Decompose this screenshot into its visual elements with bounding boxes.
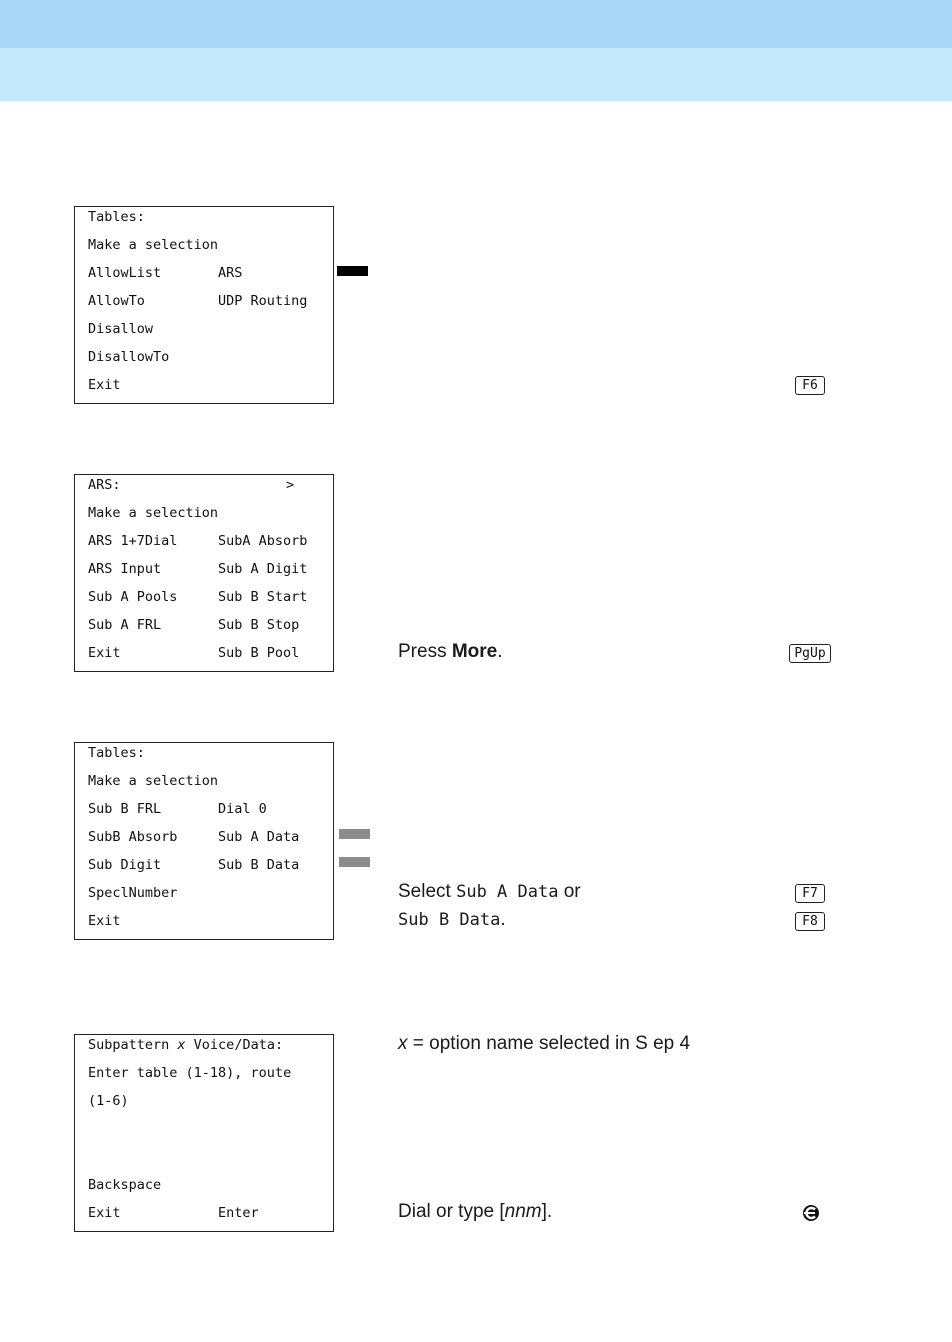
- option-backspace[interactable]: Backspace: [88, 1177, 162, 1193]
- screen-prompt: Make a selection: [88, 505, 219, 521]
- option-exit[interactable]: Exit: [88, 377, 121, 393]
- display-screen-subpattern: [74, 1034, 334, 1232]
- option-enter[interactable]: Enter: [218, 1205, 259, 1221]
- option-ars[interactable]: ARS: [218, 265, 243, 281]
- instruction-sub-b-data: Sub B Data.: [398, 909, 506, 930]
- option-suba-absorb[interactable]: SubA Absorb: [218, 533, 308, 549]
- display-screen-ars: [74, 474, 334, 672]
- option-exit[interactable]: Exit: [88, 1205, 121, 1221]
- screen-title: ARS:: [88, 477, 121, 493]
- display-screen-tables: [74, 206, 334, 404]
- screen-prompt: Make a selection: [88, 237, 219, 253]
- screen-title: Tables:: [88, 745, 145, 761]
- display-screen-tables-page2: [74, 742, 334, 940]
- instruction-select-data: Select Sub A Data or: [398, 881, 581, 902]
- option-sub-a-frl[interactable]: Sub A FRL: [88, 617, 162, 633]
- f8-key[interactable]: F8: [795, 912, 825, 931]
- led-indicator-sub-a-data: [339, 829, 370, 839]
- option-sub-a-data[interactable]: Sub A Data: [218, 829, 300, 845]
- option-disallowto[interactable]: DisallowTo: [88, 349, 170, 365]
- pgup-key[interactable]: PgUp: [789, 644, 831, 663]
- screen-prompt: Make a selection: [88, 773, 219, 789]
- option-udp-routing[interactable]: UDP Routing: [218, 293, 308, 309]
- option-sub-b-start[interactable]: Sub B Start: [218, 589, 308, 605]
- option-sub-b-pool[interactable]: Sub B Pool: [218, 645, 300, 661]
- more-arrow: >: [286, 477, 295, 493]
- f6-key[interactable]: F6: [795, 376, 825, 395]
- instruction-dial-or-type: Dial or type [nnm].: [398, 1201, 553, 1222]
- header-band-top: [0, 0, 952, 48]
- option-sub-b-frl[interactable]: Sub B FRL: [88, 801, 162, 817]
- option-allowlist[interactable]: AllowList: [88, 265, 162, 281]
- instruction-press-more: Press More.: [398, 641, 503, 662]
- option-exit[interactable]: Exit: [88, 913, 121, 929]
- led-indicator-ars: [337, 266, 368, 276]
- instruction-option-note: x = option name selected in S ep 4: [398, 1033, 691, 1054]
- option-sub-a-pools[interactable]: Sub A Pools: [88, 589, 178, 605]
- option-special-number[interactable]: SpeclNumber: [88, 885, 178, 901]
- option-ars-1-7dial[interactable]: ARS 1+7Dial: [88, 533, 178, 549]
- option-ars-input[interactable]: ARS Input: [88, 561, 162, 577]
- enter-hook-icon[interactable]: [801, 1203, 821, 1223]
- screen-title: Tables:: [88, 209, 145, 225]
- option-dial-0[interactable]: Dial 0: [218, 801, 267, 817]
- option-disallow[interactable]: Disallow: [88, 321, 154, 337]
- screen-prompt-range: (1-6): [88, 1093, 129, 1109]
- screen-title: Subpattern x Voice/Data:: [88, 1037, 284, 1053]
- option-exit[interactable]: Exit: [88, 645, 121, 661]
- option-sub-b-data[interactable]: Sub B Data: [218, 857, 300, 873]
- option-sub-b-stop[interactable]: Sub B Stop: [218, 617, 300, 633]
- option-sub-digit[interactable]: Sub Digit: [88, 857, 162, 873]
- header-band-bottom: [0, 48, 952, 101]
- f7-key[interactable]: F7: [795, 884, 825, 903]
- led-indicator-sub-b-data: [339, 857, 370, 867]
- option-allowto[interactable]: AllowTo: [88, 293, 145, 309]
- option-subb-absorb[interactable]: SubB Absorb: [88, 829, 178, 845]
- option-sub-a-digit[interactable]: Sub A Digit: [218, 561, 308, 577]
- screen-prompt: Enter table (1-18), route: [88, 1065, 292, 1081]
